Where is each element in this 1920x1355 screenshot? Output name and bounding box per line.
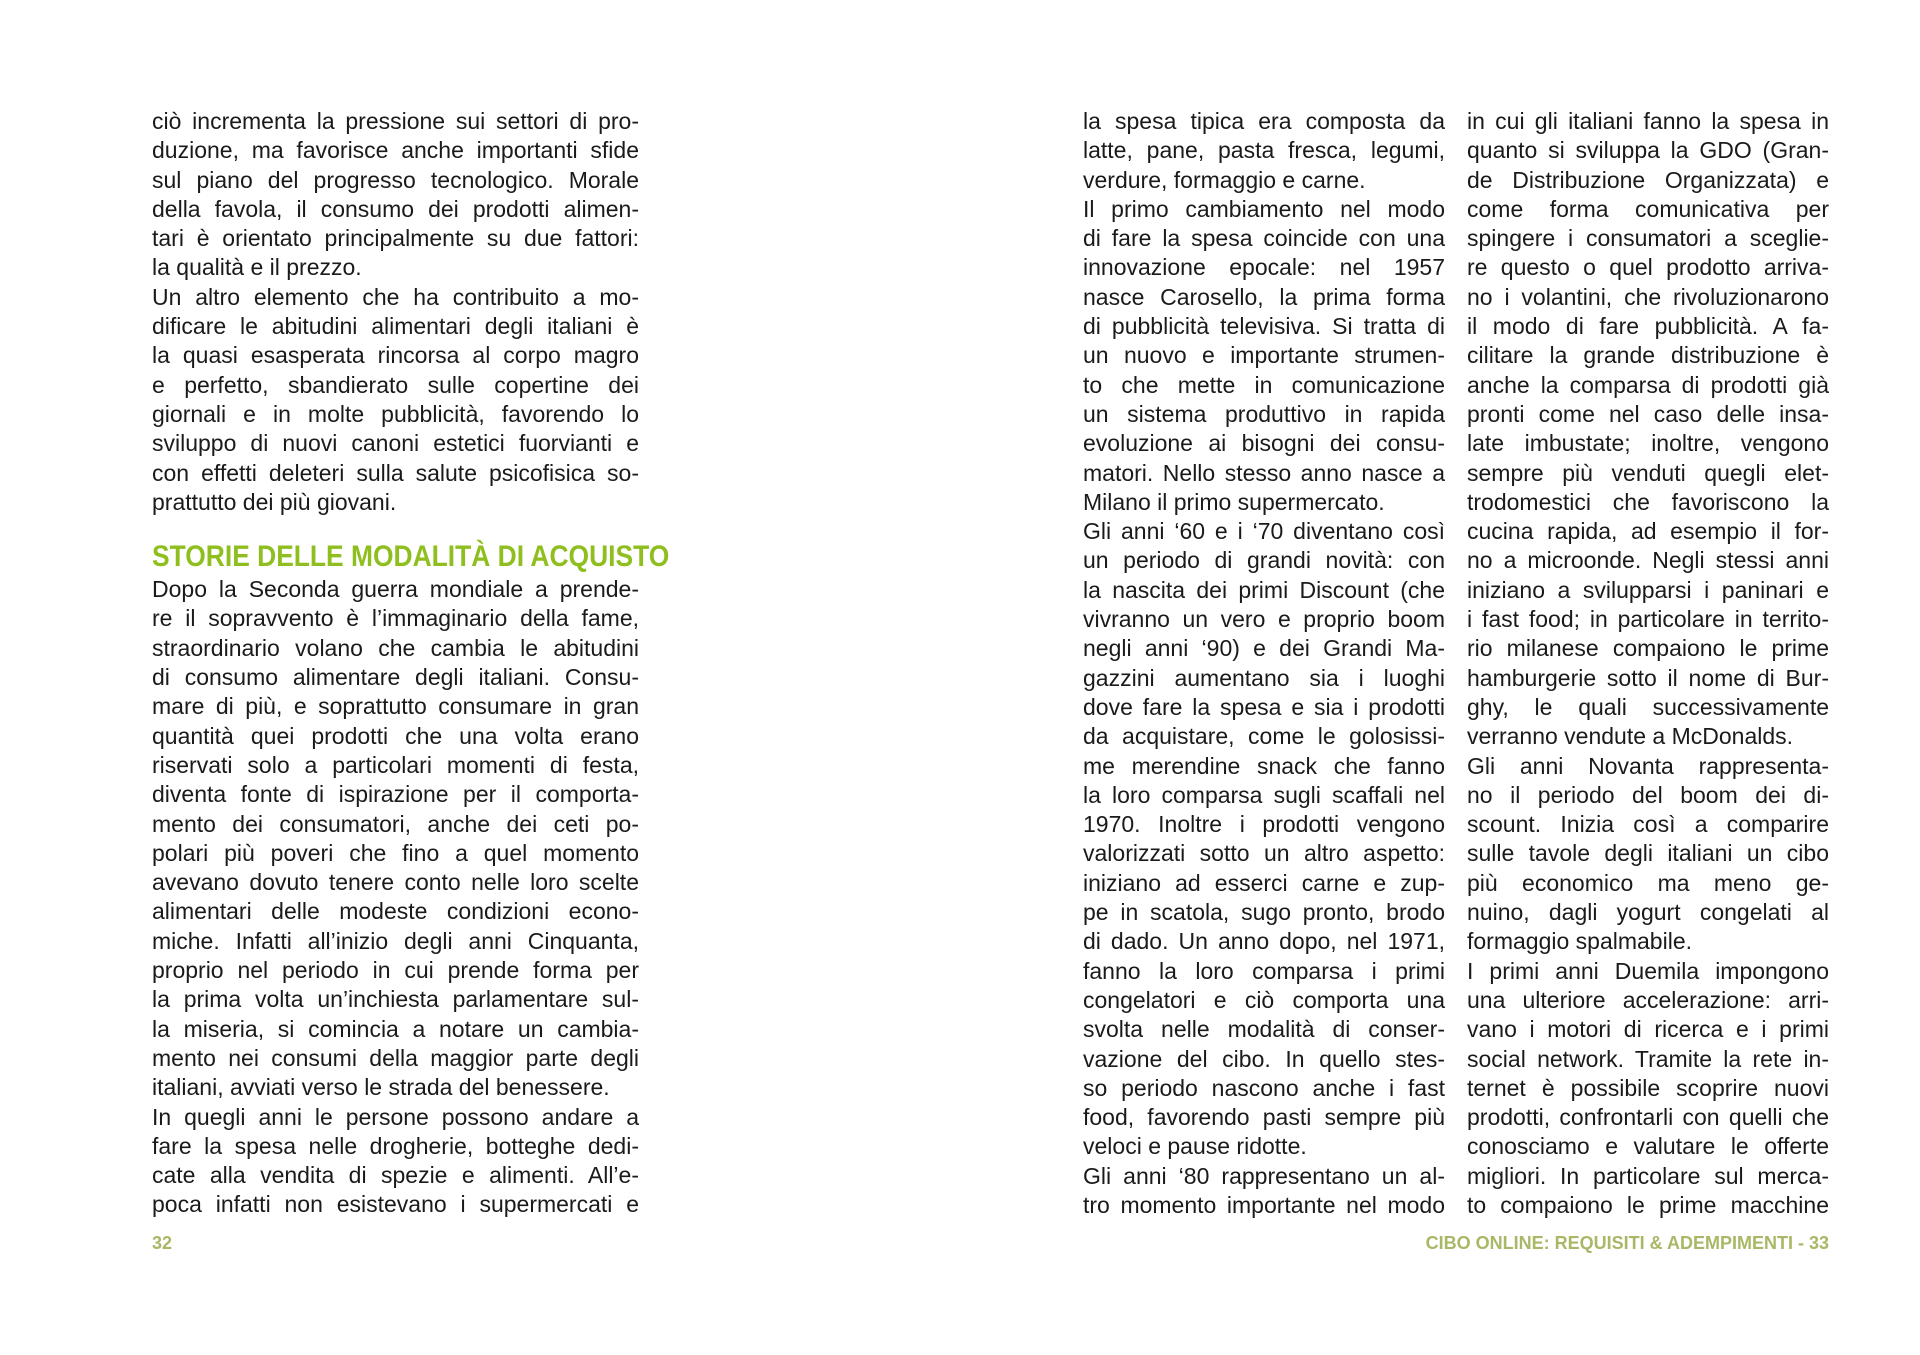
text-line: un nuovo e importante strumen- <box>1083 342 1445 369</box>
text-line: Un altro elemento che ha contribuito a mo- <box>152 283 639 310</box>
text-line: cilitare la grande distribuzione è <box>1467 342 1829 369</box>
text-line: verdure, formaggio e carne. <box>1083 166 1366 193</box>
text-line: riservati solo a particolari momenti di festa, <box>152 751 639 778</box>
text-line: gazzini aumentano sia i luoghi <box>1083 664 1445 691</box>
text-line: la prima volta un’inchiesta parlamentare sul- <box>152 986 639 1013</box>
text-line: re questo o quel prodotto arriva- <box>1467 254 1829 281</box>
text-line: formaggio spalmabile. <box>1467 928 1693 955</box>
text-line: no i volantini, che rivoluzionarono <box>1467 283 1829 310</box>
text-line: sulle tavole degli italiani un cibo <box>1467 840 1829 867</box>
text-line: sempre più venduti quegli elet- <box>1467 459 1829 486</box>
text-line: dove fare la spesa e sia i prodotti <box>1083 693 1445 720</box>
text-line: me merendine snack che fanno <box>1083 752 1445 779</box>
text-line: spingere i consumatori a sceglie- <box>1467 225 1829 252</box>
text-line: nuino, dagli yogurt congelati al <box>1467 899 1829 926</box>
text-line: un sistema produttivo in rapida <box>1083 400 1445 427</box>
text-line: una ulteriore accelerazione: arri- <box>1467 986 1829 1013</box>
text-line: to compaiono le prime macchine <box>1467 1191 1829 1218</box>
text-line: social network. Tramite la rete in- <box>1467 1045 1829 1072</box>
right-page-column-1 <box>1083 107 1445 1220</box>
paragraph <box>1467 957 1829 1221</box>
text-line: 1970. Inoltre i prodotti vengono <box>1083 811 1445 838</box>
text-line: ghy, le quali successivamente <box>1467 693 1829 720</box>
text-line: re il sopravvento è l’immaginario della fame, <box>152 605 639 632</box>
text-line: Gli anni Novanta rappresenta- <box>1467 752 1829 779</box>
text-line: pe in scatola, sugo pronto, brodo <box>1083 899 1445 926</box>
text-line: trodomestici che favoriscono la <box>1467 488 1829 515</box>
text-line: vivranno un vero e proprio boom <box>1083 606 1445 633</box>
text-line: congelatori e ciò comporta una <box>1083 986 1445 1013</box>
text-line: food, favorendo pasti sempre più <box>1083 1104 1445 1131</box>
paragraph <box>1083 517 1445 1162</box>
text-line: iniziano ad esserci carne e zup- <box>1083 869 1445 896</box>
text-line: evoluzione ai bisogni dei consu- <box>1083 430 1445 457</box>
text-line: pronti come nel caso delle insa- <box>1467 400 1829 427</box>
text-line: la loro comparsa sugli scaffali nel <box>1083 781 1445 808</box>
right-page-column-2 <box>1467 107 1829 1220</box>
text-line: valorizzati sotto un altro aspetto: <box>1083 840 1445 867</box>
paragraph <box>1083 1162 1445 1221</box>
text-line: anche la comparsa di prodotti già <box>1467 371 1829 398</box>
text-line: i fast food; in particolare in territo- <box>1467 606 1829 633</box>
text-line: nasce Carosello, la prima forma <box>1083 283 1445 310</box>
text-line: hamburgerie sotto il nome di Bur- <box>1467 664 1829 691</box>
text-line: latte, pane, pasta fresca, legumi, <box>1083 137 1445 164</box>
text-line: veloci e pause ridotte. <box>1083 1133 1307 1160</box>
text-line: il modo di fare pubblicità. A fa- <box>1467 313 1829 340</box>
text-line: proprio nel periodo in cui prende forma per <box>152 957 639 984</box>
text-line: e perfetto, sbandierato sulle copertine dei <box>152 371 639 398</box>
text-line: iniziano a svilupparsi i paninari e <box>1467 576 1829 603</box>
text-line: diventa fonte di ispirazione per il comporta- <box>152 781 639 808</box>
text-line: so periodo nascono anche i fast <box>1083 1074 1445 1101</box>
text-line: di consumo alimentare degli italiani. Consu- <box>152 664 639 691</box>
text-line: quanto si sviluppa la GDO (Gran- <box>1467 137 1829 164</box>
text-line: dificare le abitudini alimentari degli italiani è <box>152 313 639 340</box>
text-line: di pubblicità televisiva. Si tratta di <box>1083 313 1445 340</box>
text-line: straordinario volano che cambia le abitudini <box>152 634 639 661</box>
text-line: mento nei consumi della maggior parte degli <box>152 1044 639 1071</box>
text-line: late imbustate; inoltre, vengono <box>1467 430 1829 457</box>
text-line: la spesa tipica era composta da <box>1083 108 1445 134</box>
left-page-text-column <box>152 107 670 1220</box>
paragraph <box>1467 752 1829 957</box>
text-line: Il primo cambiamento nel modo <box>1083 195 1445 222</box>
page-number-left: 32 <box>152 1233 173 1253</box>
text-line: vano i motori di ricerca e i primi <box>1467 1016 1829 1043</box>
text-line: giornali e in molte pubblicità, favorendo lo <box>152 400 639 427</box>
text-line: Milano il primo supermercato. <box>1083 488 1385 515</box>
text-line: vazione del cibo. In quello stes- <box>1083 1045 1445 1072</box>
text-line: come forma comunicativa per <box>1467 195 1829 222</box>
text-line: tro momento importante nel modo <box>1083 1191 1445 1218</box>
text-line: prodotti, confrontarli con quelli che <box>1467 1104 1829 1131</box>
text-line: duzione, ma favorisce anche importanti sfide <box>152 137 639 164</box>
paragraph <box>1083 195 1445 517</box>
text-line: fanno la loro comparsa i primi <box>1083 957 1445 984</box>
paragraph <box>1467 107 1829 752</box>
text-line: no il periodo del boom dei di- <box>1467 781 1829 808</box>
text-line: quantità quei prodotti che una volta erano <box>152 722 639 749</box>
text-line: tari è orientato principalmente su due fattori: <box>152 225 639 252</box>
text-line: sul piano del progresso tecnologico. Morale <box>152 166 639 193</box>
text-line: italiani, avviati verso le strada del benessere. <box>152 1074 610 1101</box>
text-line: la quasi esasperata rincorsa al corpo magro <box>152 342 639 369</box>
text-line: con effetti deleteri sulla salute psicofisica so- <box>152 459 639 486</box>
text-line: poca infatti non esistevano i supermercati e <box>152 1191 639 1218</box>
text-line: prattutto dei più giovani. <box>152 488 397 515</box>
text-line: polari più poveri che fino a quel momento <box>152 839 639 866</box>
running-footer-right: CIBO ONLINE: REQUISITI & ADEMPIMENTI - 33 <box>1425 1233 1829 1253</box>
text-line: da acquistare, come le golosissi- <box>1083 723 1445 750</box>
text-line: Dopo la Seconda guerra mondiale a prende- <box>152 576 639 603</box>
text-line: I primi anni Duemila impongono <box>1467 957 1829 984</box>
text-line: fare la spesa nelle drogherie, botteghe dedi- <box>152 1132 639 1159</box>
text-line: In quegli anni le persone possono andare a <box>152 1103 639 1130</box>
text-line: alimentari delle modeste condizioni econo- <box>152 898 639 925</box>
text-line: un periodo di grandi novità: con <box>1083 547 1445 574</box>
text-line: negli anni ‘90) e dei Grandi Ma- <box>1083 635 1445 662</box>
text-line: cucina rapida, ad esempio il for- <box>1467 518 1829 545</box>
text-line: mento dei consumatori, anche dei ceti po- <box>152 810 639 837</box>
text-line: svolta nelle modalità di conser- <box>1083 1016 1445 1043</box>
text-line: avevano dovuto tenere conto nelle loro scelte <box>152 869 639 896</box>
text-line: conosciamo e valutare le offerte <box>1467 1133 1829 1160</box>
text-line: de Distribuzione Organizzata) e <box>1467 166 1829 193</box>
text-line: di fare la spesa coincide con una <box>1083 225 1445 252</box>
text-line: ternet è possibile scoprire nuovi <box>1467 1074 1829 1101</box>
text-line: verranno vendute a McDonalds. <box>1467 723 1794 750</box>
text-line: della favola, il consumo dei prodotti alimen- <box>152 195 639 222</box>
paragraph <box>152 575 639 1102</box>
text-line: Gli anni ‘80 rappresentano un al- <box>1083 1162 1445 1189</box>
text-line: no a microonde. Negli stessi anni <box>1467 547 1829 574</box>
paragraph <box>152 1103 639 1220</box>
text-line: in cui gli italiani fanno la spesa in <box>1467 108 1829 134</box>
text-line: rio milanese compaiono le prime <box>1467 635 1829 662</box>
text-line: matori. Nello stesso anno nasce a <box>1083 459 1445 486</box>
paragraph <box>1083 107 1445 195</box>
paragraph <box>152 283 639 517</box>
text-line: la qualità e il prezzo. <box>152 254 362 281</box>
text-line: di dado. Un anno dopo, nel 1971, <box>1083 928 1445 955</box>
section-heading: STORIE DELLE MODALITÀ DI ACQUISTO <box>152 540 670 574</box>
text-line: cate alla vendita di spezie e alimenti. All’e- <box>152 1162 639 1189</box>
text-line: ciò incrementa la pressione sui settori di pro- <box>152 108 639 134</box>
text-line: innovazione epocale: nel 1957 <box>1083 254 1445 281</box>
text-line: mare di più, e soprattutto consumare in gran <box>152 693 639 720</box>
text-line: miche. Infatti all’inizio degli anni Cinquanta, <box>152 927 639 954</box>
text-line: la miseria, si comincia a notare un cambia- <box>152 1015 639 1042</box>
text-line: sviluppo di nuovi canoni estetici fuorvianti e <box>152 430 639 457</box>
text-line: migliori. In particolare sul merca- <box>1467 1162 1829 1189</box>
text-line: la nascita dei primi Discount (che <box>1083 576 1445 603</box>
text-line: più economico ma meno ge- <box>1467 869 1829 896</box>
paragraph <box>152 107 639 283</box>
text-line: to che mette in comunicazione <box>1083 371 1445 398</box>
text-line: scount. Inizia così a comparire <box>1467 811 1829 838</box>
text-line: Gli anni ‘60 e i ‘70 diventano così <box>1083 518 1445 545</box>
